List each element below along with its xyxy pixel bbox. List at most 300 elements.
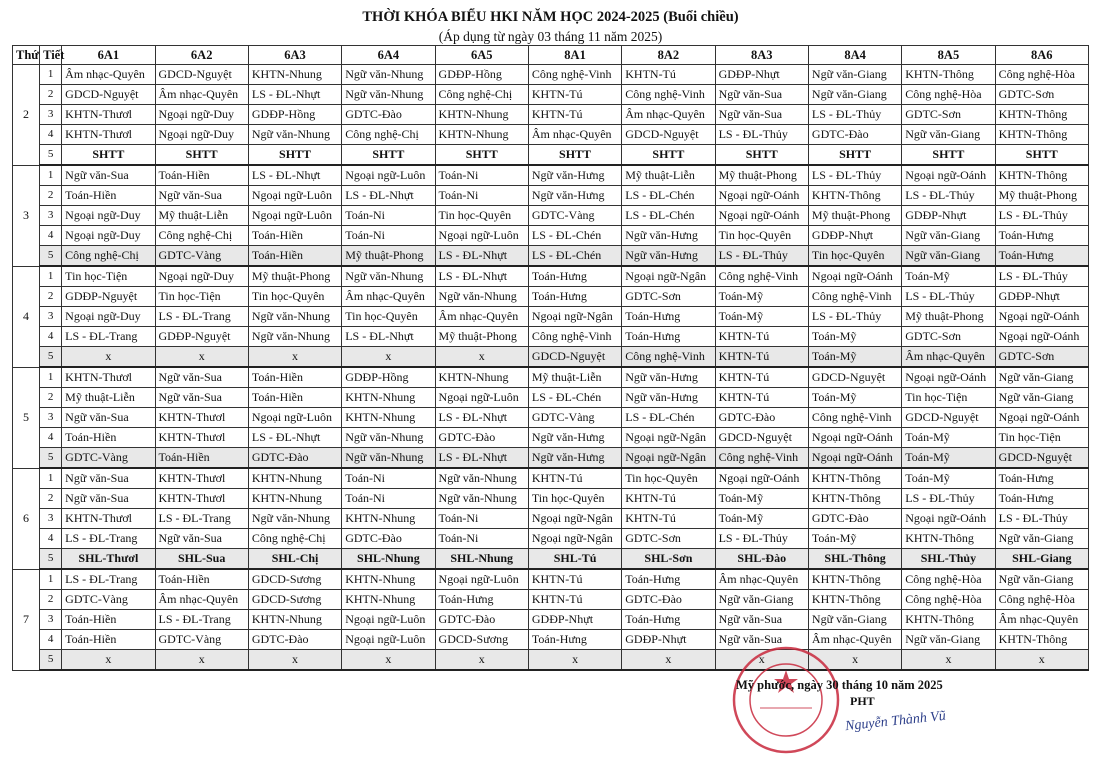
table-row [13,105,1089,125]
subject-cell: Ngữ văn-Giang [715,590,808,610]
subject-cell: Mỹ thuật-Phong [995,186,1088,206]
table-row [13,85,1089,105]
subject-cell: Công nghệ-Chị [248,529,341,549]
page-subtitle: (Áp dụng từ ngày 03 tháng 11 năm 2025) [438,29,663,44]
period-cell: 3 [40,509,62,529]
subject-cell: Toán-Mỹ [715,307,808,327]
subject-cell: GDĐP-Nhựt [715,65,808,85]
subject-cell: LS - ĐL-Trang [62,327,155,347]
subject-cell: LS - ĐL-Nhựt [435,408,528,428]
header-class-8a6: 8A6 [995,46,1088,65]
subject-cell: SHTT [248,145,341,166]
header-class-8a5: 8A5 [902,46,995,65]
subject-cell: x [808,650,901,671]
period-cell: 1 [40,65,62,85]
period-cell: 2 [40,287,62,307]
subject-cell: Ngữ văn-Sua [715,105,808,125]
period-cell: 1 [40,367,62,388]
subject-cell: Công nghệ-Vinh [528,65,621,85]
subject-cell: Ngữ văn-Nhung [248,327,341,347]
subject-cell: KHTN-Nhung [435,125,528,145]
subject-cell: KHTN-Thươl [62,105,155,125]
subject-cell: Ngữ văn-Giang [808,65,901,85]
subject-cell: Tin học-Tiện [995,428,1088,448]
period-cell: 5 [40,549,62,570]
period-cell: 2 [40,489,62,509]
subject-cell: Toán-Hưng [995,226,1088,246]
subject-cell: SHTT [528,145,621,166]
timetable [12,45,1089,671]
day-cell: 3 [13,165,40,266]
subject-cell: LS - ĐL-Chén [528,246,621,267]
subject-cell: Ngữ văn-Hưng [622,367,715,388]
subject-cell: Công nghệ-Chị [155,226,248,246]
table-row [13,408,1089,428]
subject-cell: KHTN-Tú [622,65,715,85]
subject-cell: Công nghệ-Hòa [995,590,1088,610]
subject-cell: Toán-Hiền [62,428,155,448]
subject-cell: Ngoại ngữ-Oánh [995,307,1088,327]
subject-cell: Tin học-Quyên [715,226,808,246]
subject-cell: Ngữ văn-Nhung [435,287,528,307]
subject-cell: GDTC-Đào [342,529,435,549]
subject-cell: Toán-Hưng [528,630,621,650]
subject-cell: GDTC-Vàng [528,206,621,226]
subject-cell: GDCD-Sương [248,590,341,610]
subject-cell: SHTT [808,145,901,166]
period-cell: 5 [40,448,62,469]
subject-cell: Ngoại ngữ-Ngân [622,428,715,448]
subject-cell: LS - ĐL-Chén [622,408,715,428]
subject-cell: Toán-Mỹ [808,347,901,368]
table-row [13,347,1089,368]
period-cell: 1 [40,266,62,287]
subject-cell: Ngữ văn-Giang [995,529,1088,549]
subject-cell: Ngữ văn-Sua [715,630,808,650]
subject-cell: GDĐP-Nhựt [528,610,621,630]
subject-cell: SHL-Thông [808,549,901,570]
subject-cell: x [155,347,248,368]
table-row [13,206,1089,226]
subject-cell: Ngoại ngữ-Oánh [715,206,808,226]
signer-role: PHT [850,694,875,708]
subject-cell: Ngoại ngữ-Duy [155,266,248,287]
subject-cell: Ngoại ngữ-Oánh [902,165,995,186]
subject-cell: Toán-Ni [342,206,435,226]
subject-cell: SHL-Tú [528,549,621,570]
subject-cell: Ngoại ngữ-Oánh [715,468,808,489]
period-cell: 1 [40,165,62,186]
table-row [13,569,1089,590]
subject-cell: Ngoại ngữ-Luôn [248,186,341,206]
subject-cell: Mỹ thuật-Liễn [528,367,621,388]
period-cell: 5 [40,145,62,166]
subject-cell: LS - ĐL-Nhựt [342,186,435,206]
subject-cell: KHTN-Thông [808,489,901,509]
table-row [13,226,1089,246]
subject-cell: Toán-Hiền [155,569,248,590]
subject-cell: SHL-Nhung [435,549,528,570]
subject-cell: Mỹ thuật-Liễn [155,206,248,226]
subject-cell: Ngoại ngữ-Ngân [528,307,621,327]
subject-cell: GDTC-Đào [248,630,341,650]
period-cell: 4 [40,327,62,347]
subject-cell: KHTN-Thông [808,468,901,489]
subject-cell: GDĐP-Nhựt [622,630,715,650]
day-cell: 6 [13,468,40,569]
subject-cell: Ngoại ngữ-Luôn [342,165,435,186]
subject-cell: Ngữ văn-Sua [62,489,155,509]
subject-cell: Âm nhạc-Quyên [435,307,528,327]
subject-cell: Toán-Mỹ [902,468,995,489]
subject-cell: Ngữ văn-Giang [995,388,1088,408]
subject-cell: Toán-Ni [342,489,435,509]
table-row [13,145,1089,166]
subject-cell: x [62,650,155,671]
subject-cell: GDĐP-Nhựt [995,287,1088,307]
subject-cell: x [342,347,435,368]
subject-cell: Ngữ văn-Giang [808,610,901,630]
header-tiet: Tiết [40,46,62,65]
subject-cell: GDTC-Đào [248,448,341,469]
header-class-6a2: 6A2 [155,46,248,65]
period-cell: 3 [40,408,62,428]
subject-cell: Mỹ thuật-Liễn [62,388,155,408]
period-cell: 3 [40,105,62,125]
table-row [13,448,1089,469]
subject-cell: GDĐP-Hồng [248,105,341,125]
subject-cell: LS - ĐL-Trang [155,509,248,529]
subject-cell: Toán-Ni [342,226,435,246]
subject-cell: KHTN-Thươl [62,125,155,145]
subject-cell: Ngoại ngữ-Duy [62,307,155,327]
subject-cell: KHTN-Thông [902,65,995,85]
subject-cell: SHTT [435,145,528,166]
subject-cell: Toán-Hiền [62,630,155,650]
subject-cell: x [622,650,715,671]
subject-cell: Ngữ văn-Giang [902,246,995,267]
subject-cell: GDTC-Vàng [62,448,155,469]
table-row [13,327,1089,347]
subject-cell: GDTC-Vàng [155,246,248,267]
subject-cell: KHTN-Thông [808,569,901,590]
header-class-6a3: 6A3 [248,46,341,65]
subject-cell: Ngữ văn-Sua [62,468,155,489]
subject-cell: Ngoại ngữ-Oánh [808,448,901,469]
period-cell: 1 [40,569,62,590]
subject-cell: KHTN-Nhung [248,65,341,85]
subject-cell: GDCD-Sương [435,630,528,650]
subject-cell: Toán-Mỹ [808,327,901,347]
subject-cell: KHTN-Nhung [342,388,435,408]
subject-cell: Mỹ thuật-Phong [808,206,901,226]
subject-cell: Ngữ văn-Sua [155,186,248,206]
subject-cell: Ngữ văn-Sua [155,529,248,549]
subject-cell: Ngữ văn-Sua [62,165,155,186]
day-cell: 7 [13,569,40,670]
subject-cell: Công nghệ-Chị [435,85,528,105]
table-row [13,246,1089,267]
subject-cell: x [715,650,808,671]
subject-cell: KHTN-Thươl [62,509,155,529]
subject-cell: Công nghệ-Vinh [808,408,901,428]
subject-cell: SHL-Sua [155,549,248,570]
period-cell: 5 [40,347,62,368]
subject-cell: LS - ĐL-Thủy [995,266,1088,287]
subject-cell: Âm nhạc-Quyên [808,630,901,650]
header-class-8a2: 8A2 [622,46,715,65]
subject-cell: Ngoại ngữ-Duy [155,105,248,125]
subject-cell: Mỹ thuật-Phong [248,266,341,287]
subject-cell: Ngoại ngữ-Ngân [622,448,715,469]
subject-cell: Toán-Mỹ [808,388,901,408]
subject-cell: GDĐP-Nhựt [808,226,901,246]
subject-cell: GDTC-Đào [435,610,528,630]
subject-cell: KHTN-Tú [528,105,621,125]
period-cell: 2 [40,85,62,105]
subject-cell: SHTT [342,145,435,166]
subject-cell: SHTT [715,145,808,166]
subject-cell: Ngoại ngữ-Luôn [248,408,341,428]
subject-cell: Ngoại ngữ-Oánh [808,428,901,448]
subject-cell: SHTT [62,145,155,166]
table-row [13,489,1089,509]
subject-cell: Mỹ thuật-Phong [435,327,528,347]
subject-cell: Tin học-Quyên [342,307,435,327]
subject-cell: Mỹ thuật-Phong [715,165,808,186]
subject-cell: Ngoại ngữ-Luôn [435,388,528,408]
subject-cell: LS - ĐL-Thủy [902,186,995,206]
subject-cell: Công nghệ-Vinh [715,266,808,287]
subject-cell: Toán-Hiền [62,610,155,630]
subject-cell: Ngoại ngữ-Duy [62,206,155,226]
subject-cell: Tin học-Tiện [62,266,155,287]
subject-cell: Toán-Mỹ [902,428,995,448]
subject-cell: Ngữ văn-Giang [902,226,995,246]
subject-cell: Toán-Hiền [248,246,341,267]
subject-cell: Ngoại ngữ-Luôn [342,630,435,650]
subject-cell: KHTN-Thươl [155,468,248,489]
subject-cell: Ngoại ngữ-Oánh [902,367,995,388]
subject-cell: Ngữ văn-Giang [995,367,1088,388]
subject-cell: Ngữ văn-Sua [715,85,808,105]
subject-cell: Công nghệ-Chị [62,246,155,267]
subject-cell: Toán-Hiền [248,388,341,408]
subject-cell: KHTN-Thông [808,186,901,206]
subject-cell: GDĐP-Nhựt [902,206,995,226]
subject-cell: KHTN-Thông [902,610,995,630]
table-row [13,529,1089,549]
subject-cell: Tin học-Tiện [155,287,248,307]
subject-cell: Ngoại ngữ-Oánh [995,408,1088,428]
subject-cell: Ngữ văn-Giang [808,85,901,105]
subject-cell: LS - ĐL-Trang [155,610,248,630]
subject-cell: Công nghệ-Hòa [995,65,1088,85]
subject-cell: GDCD-Nguyệt [528,347,621,368]
subject-cell: KHTN-Thông [995,105,1088,125]
header-class-6a4: 6A4 [342,46,435,65]
subject-cell: Toán-Ni [435,165,528,186]
subject-cell: Ngoại ngữ-Oánh [715,186,808,206]
subject-cell: LS - ĐL-Nhựt [435,266,528,287]
subject-cell: GDCD-Nguyệt [995,448,1088,469]
subject-cell: Âm nhạc-Quyên [622,105,715,125]
subject-cell: SHL-Thủy [902,549,995,570]
subject-cell: KHTN-Nhung [435,367,528,388]
subject-cell: Ngoại ngữ-Oánh [995,327,1088,347]
subject-cell: Ngữ văn-Hưng [528,165,621,186]
subject-cell: KHTN-Tú [715,367,808,388]
subject-cell: Ngữ văn-Nhung [435,489,528,509]
subject-cell: SHL-Nhung [342,549,435,570]
subject-cell: SHTT [155,145,248,166]
subject-cell: LS - ĐL-Thủy [808,307,901,327]
subject-cell: GDTC-Vàng [62,590,155,610]
header-class-8a1: 8A1 [528,46,621,65]
subject-cell: Toán-Mỹ [715,509,808,529]
subject-cell: Ngữ văn-Sua [715,610,808,630]
subject-cell: Ngoại ngữ-Oánh [808,266,901,287]
subject-cell: Công nghệ-Hòa [902,590,995,610]
subject-cell: KHTN-Thông [995,630,1088,650]
subject-cell: GDTC-Sơn [995,347,1088,368]
subject-cell: Toán-Mỹ [902,266,995,287]
subject-cell: KHTN-Nhung [435,105,528,125]
table-row [13,549,1089,570]
period-cell: 3 [40,610,62,630]
subject-cell: Ngữ văn-Hưng [528,448,621,469]
table-row [13,165,1089,186]
subject-cell: LS - ĐL-Chén [528,388,621,408]
subject-cell: LS - ĐL-Thủy [902,489,995,509]
subject-cell: Toán-Ni [435,186,528,206]
subject-cell: GDĐP-Hồng [342,367,435,388]
signature: Nguyễn Thành Vũ [844,708,947,735]
table-row [13,287,1089,307]
subject-cell: Công nghệ-Vinh [808,287,901,307]
subject-cell: GDĐP-Hồng [435,65,528,85]
subject-cell: Tin học-Quyên [622,468,715,489]
subject-cell: Toán-Hưng [528,287,621,307]
subject-cell: KHTN-Nhung [342,408,435,428]
subject-cell: GDCD-Nguyệt [62,85,155,105]
subject-cell: KHTN-Tú [528,569,621,590]
period-cell: 4 [40,529,62,549]
subject-cell: Ngoại ngữ-Oánh [902,509,995,529]
subject-cell: GDTC-Đào [715,408,808,428]
day-cell: 2 [13,65,40,166]
subject-cell: Công nghệ-Chị [342,125,435,145]
subject-cell: Công nghệ-Vinh [715,448,808,469]
subject-cell: x [528,650,621,671]
subject-cell: LS - ĐL-Thủy [995,206,1088,226]
table-row [13,186,1089,206]
subject-cell: Toán-Mỹ [715,489,808,509]
period-cell: 4 [40,630,62,650]
subject-cell: Toán-Mỹ [715,287,808,307]
subject-cell: GDTC-Sơn [995,85,1088,105]
subject-cell: x [342,650,435,671]
subject-cell: SHTT [995,145,1088,166]
subject-cell: LS - ĐL-Thủy [902,287,995,307]
table-row [13,590,1089,610]
subject-cell: Ngữ văn-Sua [62,408,155,428]
subject-cell: KHTN-Thươl [155,489,248,509]
subject-cell: x [435,650,528,671]
header-class-6a1: 6A1 [62,46,155,65]
subject-cell: Ngữ văn-Giang [902,630,995,650]
subject-cell: LS - ĐL-Thủy [715,125,808,145]
subject-cell: KHTN-Thươl [155,408,248,428]
subject-cell: KHTN-Nhung [248,489,341,509]
subject-cell: GDTC-Đào [808,509,901,529]
period-cell: 1 [40,468,62,489]
table-row [13,388,1089,408]
subject-cell: LS - ĐL-Trang [62,569,155,590]
day-cell: 5 [13,367,40,468]
subject-cell: LS - ĐL-Thủy [715,529,808,549]
subject-cell: KHTN-Nhung [342,509,435,529]
subject-cell: Công nghệ-Hòa [902,569,995,590]
subject-cell: LS - ĐL-Nhựt [248,165,341,186]
table-row [13,468,1089,489]
subject-cell: LS - ĐL-Trang [62,529,155,549]
subject-cell: Âm nhạc-Quyên [902,347,995,368]
subject-cell: GDTC-Đào [808,125,901,145]
header-thu: Thứ [13,46,40,65]
subject-cell: x [155,650,248,671]
subject-cell: Ngữ văn-Sua [155,388,248,408]
subject-cell: KHTN-Thươl [155,428,248,448]
subject-cell: SHTT [902,145,995,166]
subject-cell: x [435,347,528,368]
subject-cell: LS - ĐL-Chén [622,206,715,226]
period-cell: 5 [40,246,62,267]
table-row [13,266,1089,287]
subject-cell: Mỹ thuật-Phong [342,246,435,267]
subject-cell: SHL-Chị [248,549,341,570]
subject-cell: Ngữ văn-Nhung [342,266,435,287]
subject-cell: GDĐP-Nguyệt [62,287,155,307]
subject-cell: Toán-Hưng [528,266,621,287]
period-cell: 5 [40,650,62,671]
subject-cell: GDCD-Nguyệt [902,408,995,428]
subject-cell: Ngữ văn-Sua [155,367,248,388]
subject-cell: SHTT [622,145,715,166]
subject-cell: Toán-Hưng [995,489,1088,509]
subject-cell: Ngoại ngữ-Ngân [528,529,621,549]
subject-cell: Tin học-Tiện [902,388,995,408]
subject-cell: KHTN-Tú [622,489,715,509]
subject-cell: Ngữ văn-Nhung [248,307,341,327]
subject-cell: GDCD-Nguyệt [715,428,808,448]
subject-cell: GDTC-Vàng [155,630,248,650]
subject-cell: Toán-Hưng [622,569,715,590]
subject-cell: Tin học-Quyên [808,246,901,267]
subject-cell: KHTN-Nhung [248,468,341,489]
table-row [13,367,1089,388]
period-cell: 4 [40,428,62,448]
table-row [13,65,1089,85]
subject-cell: Ngoại ngữ-Luôn [248,206,341,226]
subject-cell: Ngữ văn-Giang [995,569,1088,590]
subject-cell: Âm nhạc-Quyên [155,590,248,610]
subject-cell: Ngữ văn-Nhung [248,125,341,145]
subject-cell: GDTC-Đào [342,105,435,125]
subject-cell: LS - ĐL-Nhựt [435,246,528,267]
table-row [13,630,1089,650]
period-cell: 3 [40,307,62,327]
